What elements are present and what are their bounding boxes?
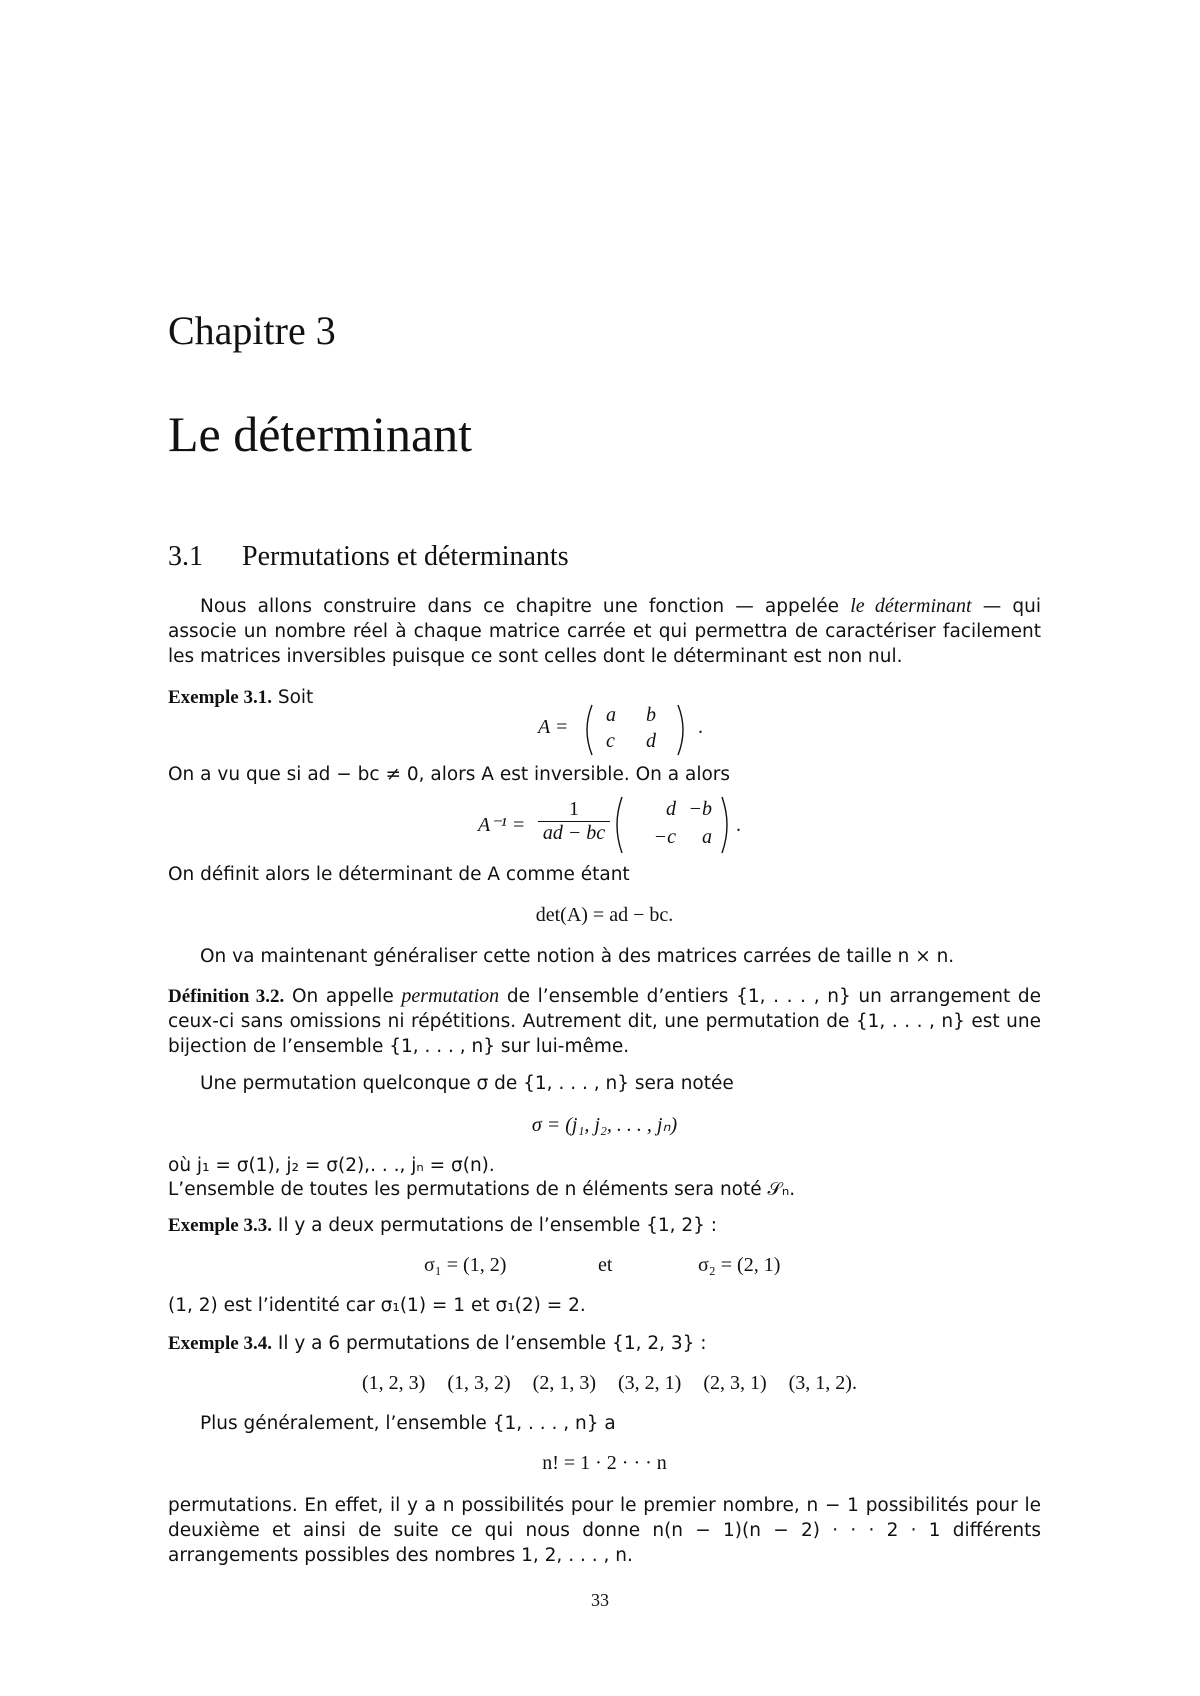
sigma-2: σ₂ = (2, 1) — [698, 1254, 781, 1276]
example-3-4-label: Exemple 3.4. — [168, 1333, 272, 1354]
matrix-a-brackets — [580, 702, 690, 758]
intro-text-b: — qui associe un nombre réel à chaque matrice carrée et qui permettra de caractériser facilement les matrices inversibles puisque ce sont celles dont le déterminant est non nul. — [168, 596, 1041, 667]
factorial-formula: n! = 1 · 2 · · · n — [542, 1452, 667, 1474]
sigma-1: σ₁ = (1, 2) — [424, 1254, 507, 1276]
fraction-denominator: ad − bc — [538, 821, 610, 845]
example-3-4-permutations — [362, 1372, 882, 1398]
example-3-4-text: Il y a 6 permutations de l’ensemble {1, 2, 3} : — [277, 1333, 707, 1354]
intro-paragraph — [168, 594, 1041, 669]
matrix-a-tail: . — [698, 716, 703, 738]
where-line: où j₁ = σ(1), j₂ = σ(2),. . ., jₙ = σ(n). — [168, 1155, 495, 1176]
definition-3-2-label: Définition 3.2. — [168, 986, 285, 1007]
inverse-tail: . — [736, 814, 741, 836]
example-3-3-text: Il y a deux permutations de l’ensemble {1, 2} : — [277, 1215, 718, 1236]
permutation: (1, 2, 3) — [362, 1372, 426, 1394]
matrix-a-cell: b — [646, 704, 656, 726]
inverse-matrix-cell: −b — [688, 798, 712, 820]
definition-3-2-emphasis: permutation — [401, 985, 500, 1007]
intro-emphasis: le déterminant — [850, 595, 972, 617]
permutation: (3, 2, 1) — [617, 1372, 682, 1394]
permutation: (2, 1, 3) — [532, 1372, 596, 1394]
sigma-formula: σ = (j₁, j₂, . . . , jₙ) — [531, 1114, 678, 1136]
fraction-numerator: 1 — [569, 798, 579, 820]
inverse-equation — [470, 792, 770, 858]
determinant-formula: det(A) = ad − bc. — [535, 904, 674, 926]
matrix-a-lhs: A = — [538, 716, 569, 738]
example-3-4 — [168, 1331, 1041, 1356]
permutation: (3, 1, 2). — [788, 1372, 857, 1394]
section-heading — [168, 541, 569, 573]
inverse-lhs: A⁻¹ = — [478, 814, 526, 836]
example-3-1-label: Exemple 3.1. — [168, 687, 272, 708]
inverse-intro: On a vu que si ad − bc ≠ 0, alors A est inversible. On a alors — [168, 764, 731, 785]
inverse-matrix-cell: −c — [653, 826, 676, 848]
example-3-3-label: Exemple 3.3. — [168, 1215, 272, 1236]
example-3-1-text: Soit — [277, 687, 314, 708]
definition-3-2-text-a: On appelle — [291, 986, 402, 1007]
conjunction: et — [598, 1254, 613, 1276]
chapter-label: Chapitre 3 — [168, 308, 336, 353]
example-3-3 — [168, 1213, 1041, 1238]
general-paragraph: Plus généralement, l’ensemble {1, . . . , n} a — [200, 1413, 616, 1434]
intro-text-a: Nous allons construire dans ce chapitre une fonction — appelée — [200, 596, 851, 617]
matrix-a-cell: d — [646, 730, 656, 752]
page-number: 33 — [591, 1590, 609, 1610]
definition-intro: On définit alors le déterminant de A comme étant — [168, 864, 630, 885]
definition-3-2-text-b: de l’ensemble d’entiers {1, . . . , n} un arrangement de ceux-ci sans omissions ni répétitions. Autrement dit, une permutation de {1, . . . , n} est une bijection de l’ensemble {1, . . . , n} sur lui-même. — [168, 986, 1042, 1057]
matrix-a-cell: a — [606, 704, 616, 726]
section-title: Permutations et déterminants — [242, 541, 569, 572]
definition-3-2 — [168, 984, 1041, 1059]
matrix-a-cell: c — [606, 730, 615, 752]
matrix-a-equation — [528, 702, 728, 758]
section-number: 3.1 — [168, 541, 203, 572]
chapter-title: Le déterminant — [168, 406, 473, 462]
identity-line: (1, 2) est l’identité car σ₁(1) = 1 et σ₁(2) = 2. — [168, 1295, 586, 1316]
set-line: L’ensemble de toutes les permutations de n éléments sera noté 𝒮ₙ. — [168, 1179, 796, 1200]
generalisation-paragraph: On va maintenant généraliser cette notion à des matrices carrées de taille n × n. — [200, 946, 955, 967]
example-3-3-permutations — [168, 1254, 1041, 1280]
final-paragraph: permutations. En effet, il y a n possibilités pour le premier nombre, n − 1 possibilités pour le deuxième et ainsi de suite ce qui nous donne n(n − 1)(n − 2) · · · 2 · 1 différents arrangements possibles des nombres 1, 2, . . . , n. — [168, 1495, 1041, 1566]
permutation: (2, 3, 1) — [703, 1372, 767, 1394]
permutation: (1, 3, 2) — [447, 1372, 511, 1394]
inverse-fraction — [538, 798, 610, 845]
inverse-matrix-cell: d — [666, 798, 676, 820]
notation-paragraph: Une permutation quelconque σ de {1, . . . , n} sera notée — [200, 1073, 734, 1094]
inverse-matrix-cell: a — [702, 826, 712, 848]
